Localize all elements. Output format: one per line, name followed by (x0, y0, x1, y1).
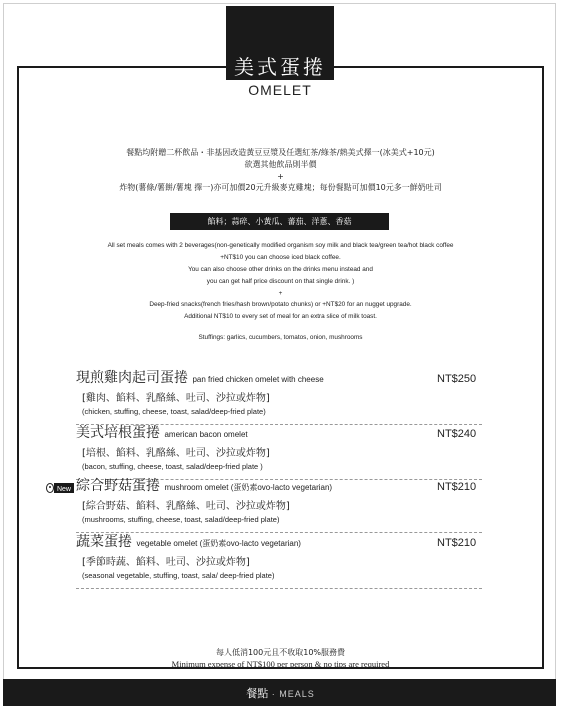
intro-line-en: + (278, 290, 283, 297)
item-name (76, 369, 486, 389)
new-badge-label: New (56, 486, 72, 493)
section-title-zh: 美式蛋捲 (234, 55, 326, 79)
intro-line-en: All set meals comes with 2 beverages(non-genetically modified organism soy milk and black tea/green tea/hot black coffee (107, 242, 454, 249)
intro-line-en: You can also choose other drinks on the drinks menu instead and (188, 266, 373, 273)
item-price: NT$240 (437, 428, 477, 440)
new-badge-icon (46, 482, 74, 494)
filling-bar: 餡料；蒜碎、小黃瓜、蕃茄、洋蔥、香菇 (170, 213, 389, 230)
menu-item (76, 533, 486, 589)
menu-item (76, 424, 486, 480)
intro-line-zh: 炸物(薯條/薯餅/薯塊 擇一)亦可加價20元升級麥克雞塊；每份餐點可加價10元多一鮮奶吐司 (119, 183, 442, 192)
item-name-en: mushroom omelet (蛋奶素ovo-lacto vegetarian) (164, 483, 333, 492)
section-label-en: MEALS (279, 689, 315, 699)
intro-line-zh: 餐點均附贈二杯飲品・非基因改造黃豆豆漿及任選紅茶/綠茶/熱美式擇一(冰美式+10元) (126, 148, 435, 157)
item-name-en: pan fried chicken omelet with cheese (192, 375, 324, 384)
item-name-zh: 綜合野菇蛋捲 (76, 478, 160, 494)
section-title-en: OMELET (248, 82, 312, 98)
item-ingredients-en: (bacon, stuffing, cheese, toast, salad/deep-fried plate ) (82, 462, 263, 471)
menu-item (76, 369, 486, 425)
item-name-en: vegetable omelet (蛋奶素ovo-lacto vegetarian) (136, 539, 301, 548)
dashed-divider (76, 588, 482, 589)
item-name-zh: 蔬菜蛋捲 (76, 534, 132, 550)
item-ingredients-zh: [綜合野菇、餡料、乳酪絲、吐司、沙拉或炸物] (82, 501, 290, 512)
intro-line-en: you can get half price discount on that single drink. ) (206, 278, 355, 285)
stuffing-line-en: Stuffings: garlics, cucumbers, tomatos, onion, mushrooms (198, 334, 363, 341)
intro-line-zh: 欲選其他飲品則半價 (244, 160, 317, 169)
item-ingredients-zh: [雞肉、餡料、乳酪絲、吐司、沙拉或炸物] (82, 393, 270, 404)
item-ingredients-en: (seasonal vegetable, stuffing, toast, sala/ deep-fried plate) (82, 571, 275, 580)
intro-line-en: Additional NT$10 to every set of meal for an extra slice of milk toast. (184, 313, 377, 320)
footer-note-zh: 每人低消100元且不收取10%服務費 (215, 648, 346, 657)
item-ingredients-zh: [季節時蔬、餡料、吐司、沙拉或炸物] (82, 557, 250, 568)
intro-line-zh: + (277, 172, 284, 181)
item-price: NT$250 (437, 373, 477, 385)
item-ingredients-en: (mushrooms, stuffing, cheese, toast, salad/deep-fried plate) (82, 515, 280, 524)
item-name (76, 424, 486, 444)
item-price: NT$210 (437, 537, 477, 549)
item-name-zh: 美式培根蛋捲 (76, 425, 160, 441)
intro-line-en: +NT$10 you can choose iced black coffee. (220, 254, 341, 261)
item-ingredients-en: (chicken, stuffing, cheese, toast, salad/deep-fried plate) (82, 407, 266, 416)
item-ingredients-zh: [培根、餡料、乳酪絲、吐司、沙拉或炸物] (82, 448, 270, 459)
item-name (76, 477, 486, 497)
item-price: NT$210 (437, 481, 477, 493)
bottom-section-label: 餐點 · MEALS (246, 687, 315, 700)
section-label-zh: 餐點 (246, 687, 269, 700)
item-name-zh: 現煎雞肉起司蛋捲 (76, 370, 188, 386)
menu-item (76, 477, 486, 533)
footer-note-en: Minimum expense of NT$100 per person & no tips are required (171, 659, 390, 669)
item-name (76, 533, 486, 553)
intro-line-en: Deep-fried snacks(french fries/hash brown/potato chunks) or +NT$20 for an nugget upgrade. (149, 301, 412, 308)
item-name-en: american bacon omelet (164, 430, 248, 439)
